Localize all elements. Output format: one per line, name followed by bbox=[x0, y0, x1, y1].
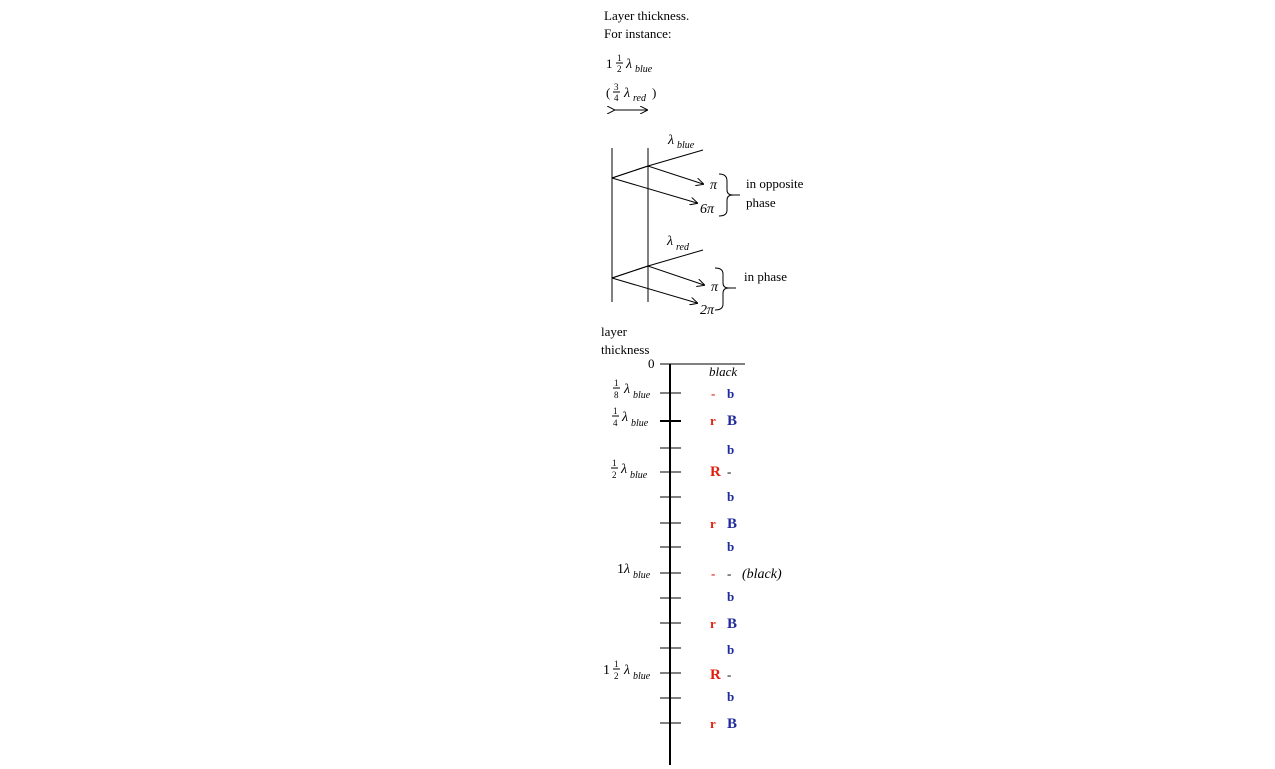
svg-text:red: red bbox=[633, 93, 646, 104]
blue-indicator: B bbox=[727, 516, 738, 532]
svg-text:2: 2 bbox=[614, 671, 619, 681]
blue-indicator: B bbox=[727, 616, 738, 632]
svg-text:λ: λ bbox=[624, 382, 631, 397]
blue-indicator: - bbox=[727, 667, 732, 682]
lambda-blue-label bbox=[667, 133, 695, 151]
black-note: (black) bbox=[742, 567, 782, 582]
svg-text:8: 8 bbox=[614, 390, 619, 400]
tick-label-quarter-blue bbox=[612, 406, 649, 429]
svg-text:(: ( bbox=[606, 85, 611, 100]
red-indicator: - bbox=[711, 386, 716, 401]
label-opposite-phase-1: in opposite bbox=[746, 176, 804, 191]
blue-indicator: b bbox=[727, 689, 735, 704]
svg-text:λ: λ bbox=[668, 133, 675, 148]
svg-text:λ: λ bbox=[626, 57, 633, 72]
blue-indicator: b bbox=[727, 489, 735, 504]
svg-text:λ: λ bbox=[624, 663, 631, 678]
intro-line-2: For instance: bbox=[604, 26, 672, 41]
red-indicator: R bbox=[710, 464, 721, 480]
blue-indicator: b bbox=[727, 386, 735, 401]
intro-line-1: Layer thickness. bbox=[604, 8, 690, 23]
interference-rows bbox=[710, 386, 782, 732]
red-indicator: - bbox=[711, 566, 716, 581]
red-indicator: r bbox=[710, 716, 716, 731]
red-indicator: r bbox=[710, 516, 716, 531]
phase-2pi-red: 2π bbox=[700, 303, 715, 318]
svg-text:1: 1 bbox=[612, 458, 617, 468]
phase-pi-red: π bbox=[711, 280, 719, 295]
blue-indicator: B bbox=[727, 716, 738, 732]
svg-text:blue: blue bbox=[633, 671, 651, 682]
tick-label-half-blue bbox=[611, 458, 648, 481]
reflected-ray-back-blue bbox=[612, 166, 703, 184]
svg-text:λ: λ bbox=[667, 234, 674, 249]
red-reflection-diagram bbox=[612, 234, 787, 318]
blue-indicator: B bbox=[727, 413, 738, 429]
svg-text:λ: λ bbox=[624, 562, 631, 577]
blue-reflection-diagram bbox=[612, 133, 804, 217]
blue-indicator: b bbox=[727, 642, 735, 657]
tick-label-one-blue bbox=[617, 562, 651, 581]
svg-text:1: 1 bbox=[614, 378, 619, 388]
blue-indicator: - bbox=[727, 566, 732, 581]
brace-blue bbox=[719, 174, 733, 216]
svg-text:1: 1 bbox=[606, 56, 613, 71]
svg-text:): ) bbox=[652, 85, 657, 100]
svg-text:1: 1 bbox=[613, 406, 618, 416]
scale-top-label-black: black bbox=[709, 364, 738, 379]
label-opposite-phase-2: phase bbox=[746, 195, 776, 210]
example-blue-thickness bbox=[606, 53, 653, 75]
svg-text:3: 3 bbox=[614, 82, 619, 92]
phase-6pi-blue: 6π bbox=[700, 202, 715, 217]
scale-title-1: layer bbox=[601, 324, 627, 339]
blue-indicator: b bbox=[727, 442, 735, 457]
tick-label-eighth-blue bbox=[613, 378, 651, 401]
svg-text:1: 1 bbox=[617, 53, 622, 63]
svg-text:red: red bbox=[676, 242, 689, 253]
svg-text:blue: blue bbox=[631, 418, 649, 429]
scale-zero-label: 0 bbox=[648, 356, 655, 371]
svg-text:λ: λ bbox=[624, 86, 631, 101]
label-in-phase: in phase bbox=[744, 269, 787, 284]
svg-text:1: 1 bbox=[614, 659, 619, 669]
red-indicator: r bbox=[710, 413, 716, 428]
svg-text:λ: λ bbox=[621, 462, 628, 477]
svg-text:4: 4 bbox=[614, 93, 619, 103]
svg-text:λ: λ bbox=[622, 410, 629, 425]
svg-text:blue: blue bbox=[633, 390, 651, 401]
svg-text:blue: blue bbox=[635, 64, 653, 75]
svg-text:1: 1 bbox=[603, 663, 610, 678]
red-indicator: r bbox=[710, 616, 716, 631]
svg-text:1: 1 bbox=[617, 562, 624, 577]
phase-pi-blue: π bbox=[710, 178, 718, 193]
tick-label-one-and-half-blue bbox=[603, 659, 651, 682]
blue-indicator: - bbox=[727, 464, 732, 479]
reflected-ray-front-blue bbox=[612, 178, 697, 203]
svg-text:2: 2 bbox=[617, 64, 622, 74]
lambda-red-label bbox=[666, 234, 690, 253]
svg-text:blue: blue bbox=[677, 140, 695, 151]
svg-text:blue: blue bbox=[633, 570, 651, 581]
blue-indicator: b bbox=[727, 589, 735, 604]
reflected-ray-front-red bbox=[612, 278, 697, 303]
red-indicator: R bbox=[710, 667, 721, 683]
blue-indicator: b bbox=[727, 539, 735, 554]
svg-text:4: 4 bbox=[613, 418, 618, 428]
scale-title-2: thickness bbox=[601, 342, 650, 357]
example-red-thickness bbox=[606, 82, 656, 104]
svg-text:blue: blue bbox=[630, 470, 648, 481]
svg-text:2: 2 bbox=[612, 470, 617, 480]
